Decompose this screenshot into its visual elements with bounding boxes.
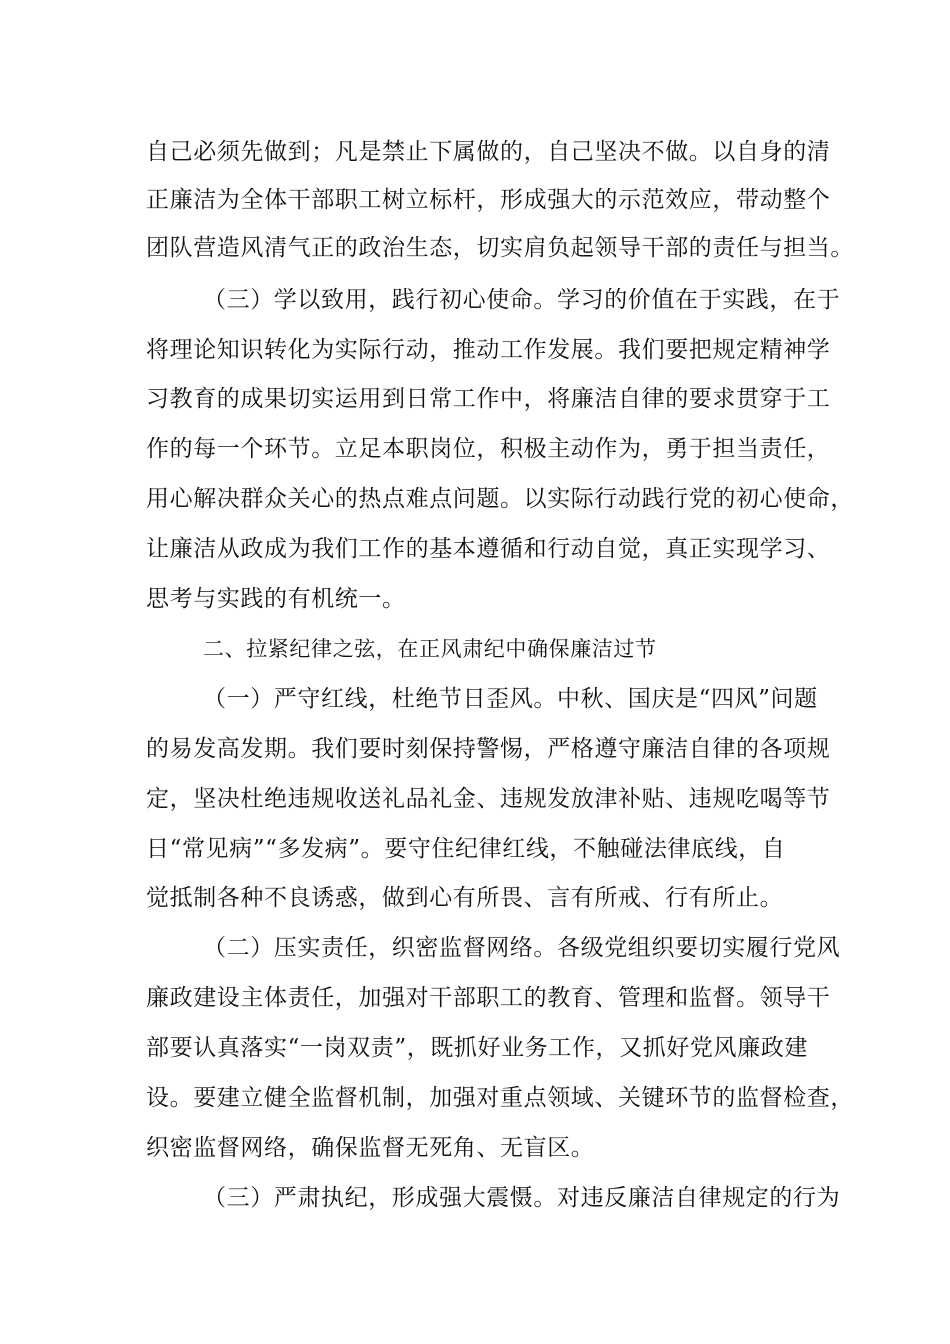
text-line: 部要认真落实“一岗双责”，既抓好业务工作，又抓好党风廉政建 — [146, 1035, 808, 1061]
text-line: 织密监督网络，确保监督无死角、无盲区。 — [146, 1135, 595, 1161]
paragraph-start-line: （一）严守红线，杜绝节日歪风。中秋、国庆是“四风”问题 — [203, 686, 818, 712]
text-line: 思考与实践的有机统一。 — [146, 586, 406, 612]
text-line: 廉政建设主体责任，加强对干部职工的教育、管理和监督。领导干 — [146, 985, 831, 1011]
text-line: 觉抵制各种不良诱惑，做到心有所畏、言有所戒、行有所止。 — [146, 885, 784, 911]
text-line: 的易发高发期。我们要时刻保持警惕，严格遵守廉洁自律的各项规 — [146, 736, 831, 762]
text-line: 设。要建立健全监督机制，加强对重点领域、关键环节的监督检查， — [146, 1085, 854, 1111]
text-line: 用心解决群众关心的热点难点问题。以实际行动践行党的初心使命， — [146, 486, 854, 512]
text-line: 让廉洁从政成为我们工作的基本遵循和行动自觉，真正实现学习、 — [146, 536, 831, 562]
paragraph-start-line: （三）学以致用，践行初心使命。学习的价值在于实践，在于 — [203, 287, 841, 313]
text-line: 自己必须先做到；凡是禁止下属做的，自己坚决不做。以自身的清 — [146, 139, 831, 165]
text-line: 正廉洁为全体干部职工树立标杆，形成强大的示范效应，带动整个 — [146, 187, 831, 213]
text-line: 作的每一个环节。立足本职岗位，积极主动作为，勇于担当责任， — [146, 436, 831, 462]
text-line: 习教育的成果切实运用到日常工作中，将廉洁自律的要求贯穿于工 — [146, 386, 831, 412]
section-heading: 二、拉紧纪律之弦，在正风肃纪中确保廉洁过节 — [203, 637, 657, 661]
text-line: 团队营造风清气正的政治生态，切实肩负起领导干部的责任与担当。 — [146, 235, 854, 261]
paragraph-start-line: （二）压实责任，织密监督网络。各级党组织要切实履行党风 — [203, 935, 841, 961]
text-line: 定，坚决杜绝违规收送礼品礼金、违规发放津补贴、违规吃喝等节 — [146, 786, 831, 812]
text-line: 日“常见病”“多发病”。要守住纪律红线，不触碰法律底线，自 — [146, 836, 786, 862]
text-line: 将理论知识转化为实际行动，推动工作发展。我们要把规定精神学 — [146, 337, 831, 363]
paragraph-start-line: （三）严肃执纪，形成强大震慑。对违反廉洁自律规定的行为 — [203, 1185, 841, 1211]
